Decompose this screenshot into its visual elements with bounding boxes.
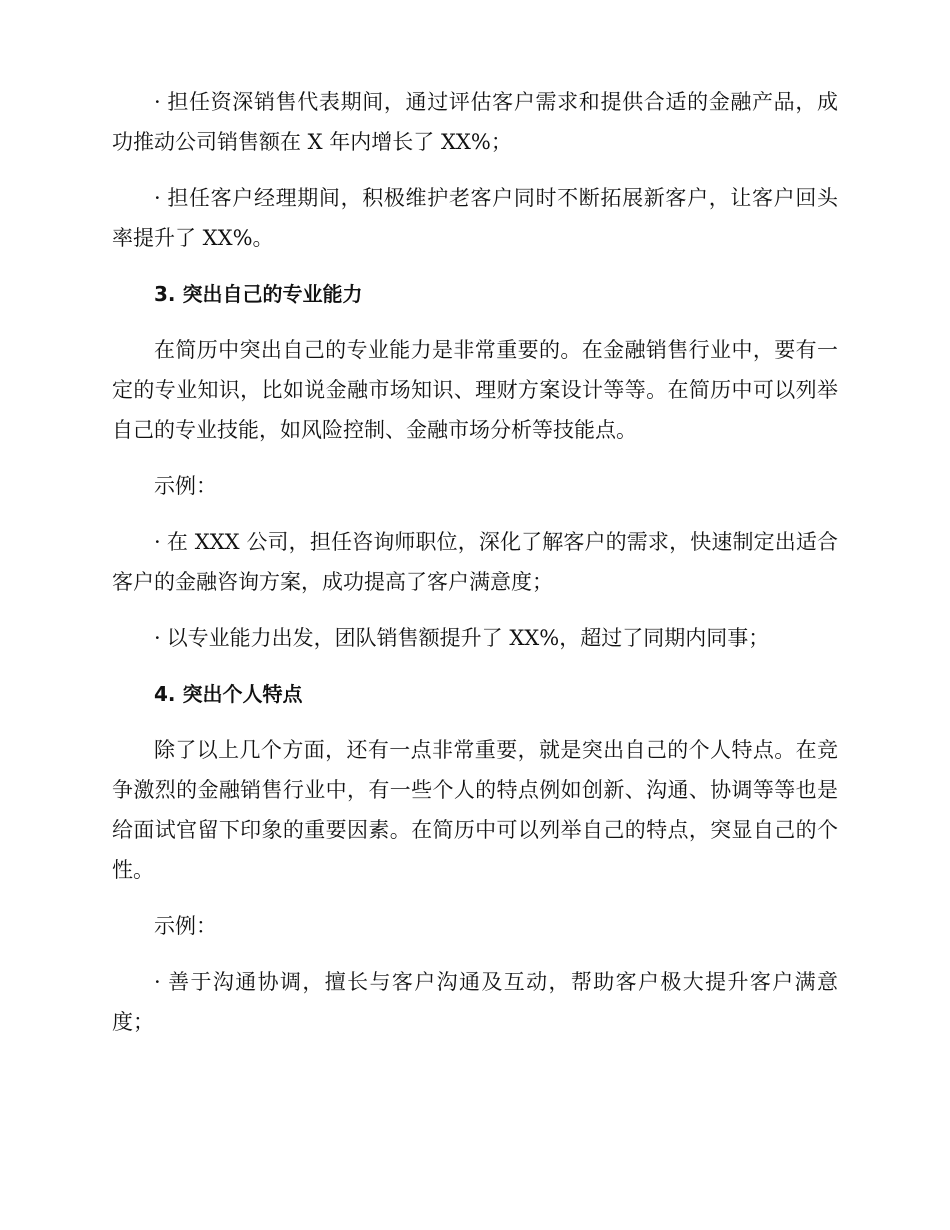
document-body <box>112 82 838 1058</box>
bullet-text: 担任资深销售代表期间，通过评估客户需求和提供合适的金融产品，成功推动公司销售额在 X 年内增长了 XX%； <box>112 90 838 154</box>
bullet-paragraph <box>112 178 838 258</box>
bullet-paragraph <box>112 82 838 162</box>
body-paragraph: 在简历中突出自己的专业能力是非常重要的。在金融销售行业中，要有一定的专业知识，比如说金融市场知识、理财方案设计等等。在简历中可以列举自己的专业技能，如风险控制、金融市场分析等技能点。 <box>112 338 838 442</box>
bullet-marker: · <box>154 530 161 554</box>
bullet-marker: · <box>154 626 161 650</box>
bullet-text: 在 XXX 公司，担任咨询师职位，深化了解客户的需求，快速制定出适合客户的金融咨询方案，成功提高了客户满意度； <box>112 530 838 594</box>
bullet-text: 善于沟通协调，擅长与客户沟通及互动，帮助客户极大提升客户满意度； <box>112 970 838 1034</box>
bullet-marker: · <box>154 970 161 994</box>
example-label: 示例： <box>154 914 217 938</box>
bullet-marker: · <box>154 90 161 114</box>
bullet-marker: · <box>154 186 161 210</box>
bullet-paragraph <box>112 618 838 658</box>
bullet-text: 以专业能力出发，团队销售额提升了 XX%，超过了同期内同事； <box>166 626 770 650</box>
bullet-paragraph <box>112 962 838 1042</box>
body-paragraph: 除了以上几个方面，还有一点非常重要，就是突出自己的个人特点。在竞争激烈的金融销售行业中，有一些个人的特点例如创新、沟通、协调等等也是给面试官留下印象的重要因素。在简历中可以列举自己的特点，突显自己的个性。 <box>112 738 838 882</box>
example-label: 示例： <box>154 474 217 498</box>
section-heading: 4. 突出个人特点 <box>154 682 303 706</box>
section-heading: 3. 突出自己的专业能力 <box>154 282 363 306</box>
bullet-text: 担任客户经理期间，积极维护老客户同时不断拓展新客户，让客户回头率提升了 XX%。 <box>112 186 838 250</box>
bullet-paragraph <box>112 522 838 602</box>
